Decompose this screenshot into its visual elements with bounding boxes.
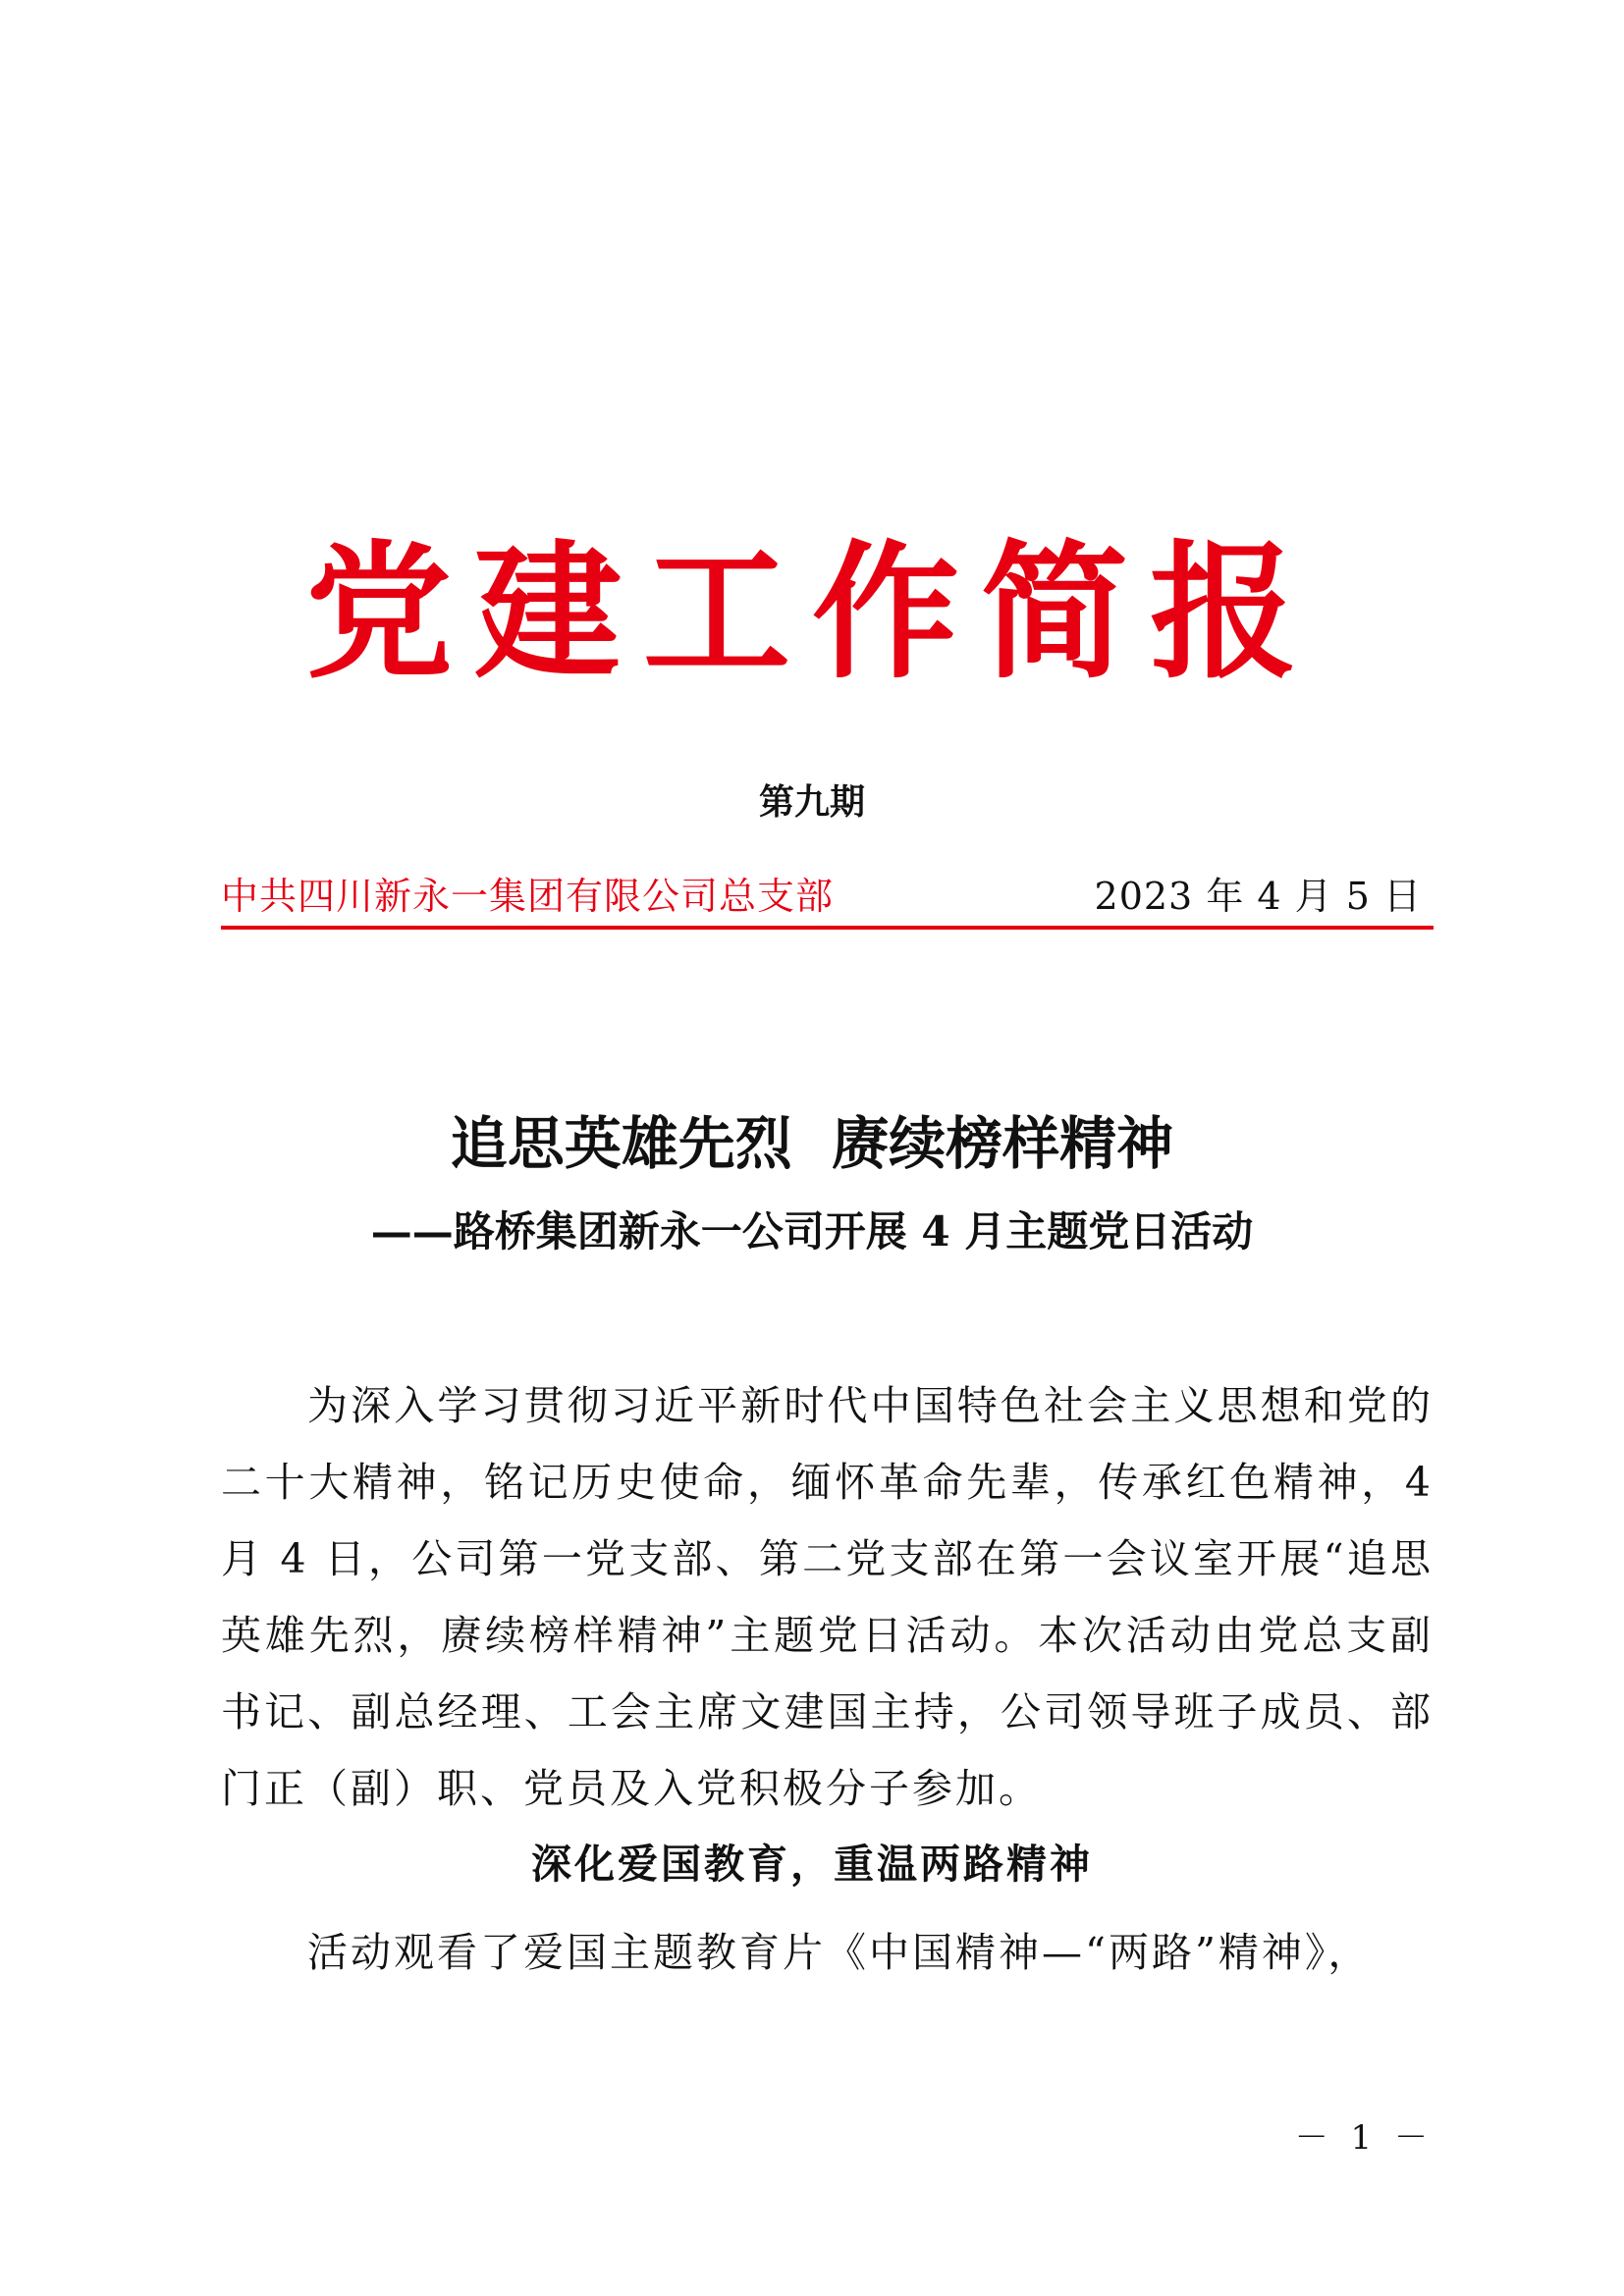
- issuer-date-row: [221, 872, 1434, 921]
- section-heading: 深化爱国教育，重温两路精神: [531, 1841, 1093, 1888]
- issue-number: 第九期: [758, 782, 865, 823]
- red-divider: [221, 926, 1434, 930]
- article-title: 追思英雄先烈 赓续榜样精神: [450, 1110, 1174, 1177]
- page-number: － 1 －: [1294, 2118, 1434, 2158]
- issue-date: 2023 年 4 月 5 日: [1094, 875, 1422, 918]
- article-subtitle: ——路桥集团新永一公司开展 4 月主题党日活动: [370, 1207, 1254, 1255]
- issuer-name: 中共四川新永一集团有限公司总支部: [221, 875, 835, 918]
- body-paragraph-intro: 为深入学习贯彻习近平新时代中国特色社会主义思想和党的二十大精神，铭记历史使命，缅怀革命先辈，传承红色精神，4 月 4 日，公司第一党支部、第二党支部在第一会议室开展“追思英雄先烈，赓续榜样精神”主题党日活动。本次活动由党总支副书记、副总经理、工会主席文建国主持，公司领导班子成员、部门正（副）职、党员及入党积极分子参加。: [221, 1382, 1434, 1812]
- masthead-title: 党建工作简报: [304, 528, 1319, 699]
- body-paragraph-film: 活动观看了爱国主题教育片《中国精神—“两路”精神》，: [307, 1929, 1372, 1976]
